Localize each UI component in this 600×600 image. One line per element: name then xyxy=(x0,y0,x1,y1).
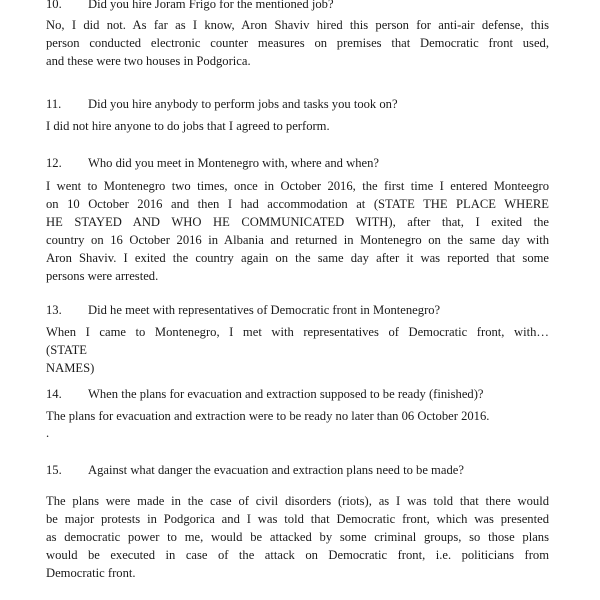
question-12 xyxy=(46,155,379,171)
answer-12-line-6: persons were arrested. xyxy=(46,269,159,283)
answer-15-line-1: The plans were made in the case of civil disorders (riots), as I was told that there would xyxy=(46,494,549,508)
answer-10-line-3: and these were two houses in Podgorica. xyxy=(46,54,251,68)
question-text: Did he meet with representatives of Democratic front in Montenegro? xyxy=(88,303,441,317)
question-11 xyxy=(46,96,398,112)
answer-13-line-3: NAMES) xyxy=(46,361,95,375)
question-text: When the plans for evacuation and extraction supposed to be ready (finished)? xyxy=(88,387,484,401)
question-number: 10. xyxy=(46,0,62,11)
question-14 xyxy=(46,386,484,402)
answer-13-line-2: (STATE xyxy=(46,343,87,357)
answer-12-line-1: I went to Montenegro two times, once in October 2016, the first time I entered Monteegro xyxy=(46,179,549,193)
answer-10-line-2: person conducted electronic counter measures on premises that Democratic front used, xyxy=(46,36,549,50)
question-text: Against what danger the evacuation and extraction plans need to be made? xyxy=(88,463,464,477)
answer-15-line-3: as democratic power to me, would be attacked by some criminal groups, so those plans xyxy=(46,530,549,544)
answer-14-line-1: The plans for evacuation and extraction were to be ready no later than 06 October 2016. xyxy=(46,409,490,423)
question-number: 13. xyxy=(46,303,62,317)
question-text: Who did you meet in Montenegro with, where and when? xyxy=(88,156,379,170)
answer-12-line-4: country on 16 October 2016 in Albania and returned in Montenegro on the same day with xyxy=(46,233,549,247)
question-text: Did you hire Joram Frigo for the mentioned job? xyxy=(88,0,334,11)
question-number: 11. xyxy=(46,97,62,111)
question-15 xyxy=(46,462,464,478)
answer-12-line-3: HE STAYED AND WHO HE COMMUNICATED WITH), after that, I exited the xyxy=(46,215,549,229)
question-10 xyxy=(46,0,334,12)
answer-15-line-4: would be executed in case of the attack on Democratic front, i.e. politicians from xyxy=(46,548,549,562)
answer-12-line-2: on 10 October 2016 and then I had accommodation at (STATE THE PLACE WHERE xyxy=(46,197,549,211)
question-number: 14. xyxy=(46,387,62,401)
question-number: 15. xyxy=(46,463,62,477)
question-13 xyxy=(46,302,440,318)
answer-13-line-1: When I came to Montenegro, I met with representatives of Democratic front, with… xyxy=(46,325,549,339)
answer-12-line-5: Aron Shaviv. I exited the country again on the same day after it was reported that some xyxy=(46,251,549,265)
question-text: Did you hire anybody to perform jobs and tasks you took on? xyxy=(88,97,398,111)
stray-mark: . xyxy=(46,426,50,440)
answer-10-line-1: No, I did not. As far as I know, Aron Shaviv hired this person for anti-air defense, this xyxy=(46,18,549,32)
question-number: 12. xyxy=(46,156,62,170)
answer-15-line-2: be major protests in Podgorica and I was told that Democratic front, which was presented xyxy=(46,512,549,526)
answer-11-line-1: I did not hire anyone to do jobs that I agreed to perform. xyxy=(46,119,330,133)
answer-15-line-5: Democratic front. xyxy=(46,566,136,580)
